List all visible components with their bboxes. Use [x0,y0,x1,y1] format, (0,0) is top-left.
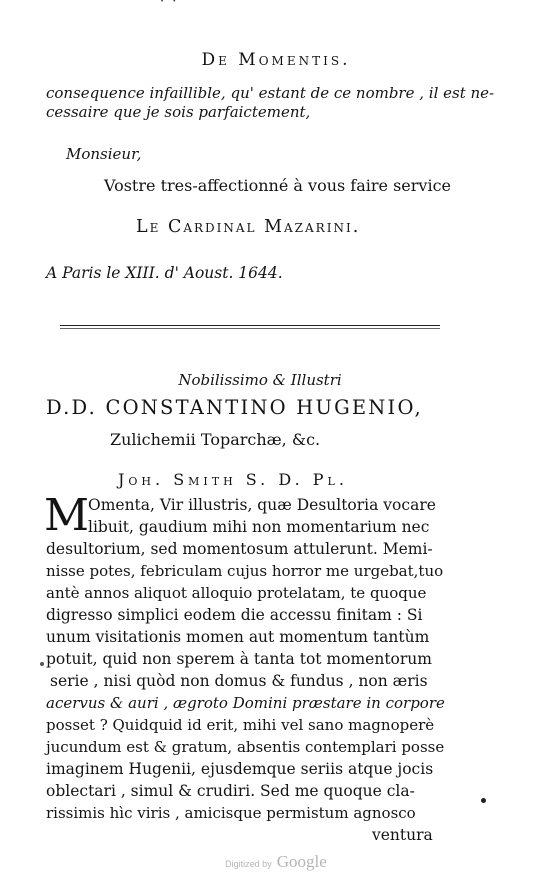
google-logo: Google [276,852,327,871]
page-top-mark: · · [160,0,179,9]
digitized-by-google-watermark [0,852,552,872]
dedication-line-3: Zulichemii Toparchæ, &c. [110,430,321,449]
drop-cap: M [44,490,90,541]
section-divider-thin [60,328,440,329]
letter-line-1: consequence infaillible, qu' estant de ce nombre , il est ne- [46,84,495,102]
digitized-label: Digitized by [225,859,272,869]
latin-line: desultorium, sed momentosum attulerunt. Memi- [46,540,433,558]
latin-line: digresso simplici eodem die accessu finitam : Si [46,606,423,624]
latin-line: posset ? Quidquid id erit, mihi vel sano magnoperè [46,716,435,734]
margin-dot [481,798,486,803]
dedication-line-2: D.D. CONSTANTINO HUGENIO, [46,396,423,419]
latin-line: rissimis hìc viris , amicisque permistum agnosco [46,804,416,822]
latin-line: Omenta, Vir illustris, quæ Desultoria vocare [88,496,436,514]
latin-line: antè annos aliquot alloquio protelatam, te quoque [46,584,427,602]
letter-signature: Le Cardinal Mazarini. [136,217,361,237]
dedication-line-1: Nobilissimo & Illustri [178,371,342,389]
latin-line: nisse potes, febriculam cujus horror me urgebat,tuo [46,562,444,580]
letter-closing: Vostre tres-affectionné à vous faire service [104,176,451,195]
letter-salutation: Monsieur, [66,145,142,163]
section-divider [60,325,440,326]
latin-line: libuit, gaudium mihi non momentarium nec [88,518,430,536]
latin-line: potuit, quid non sperem à tanta tot momentorum [46,650,432,668]
latin-line: imaginem Hugenii, ejusdemque seriis atque jocis [46,760,434,778]
running-header: De Momentis. [201,50,351,70]
latin-line: jucundum est & gratum, absentis contemplari posse [46,738,445,756]
latin-line: unum visitationis momen aut momentum tantùm [46,628,430,646]
latin-line: acervus & auri , ægroto Domini præstare in corpore [46,694,445,712]
ink-spot [40,662,44,666]
latin-line: oblectari , simul & crudiri. Sed me quoque cla- [46,782,415,800]
catchword: ventura [372,826,433,844]
letter-line-2: cessaire que je sois parfaictement, [46,103,311,121]
letter-date: A Paris le XIII. d' Aoust. 1644. [46,264,283,282]
dedication-author: Joh. Smith S. D. Pl. [118,470,348,489]
latin-line: serie , nisi quòd non domus & fundus , non æris [50,672,428,690]
